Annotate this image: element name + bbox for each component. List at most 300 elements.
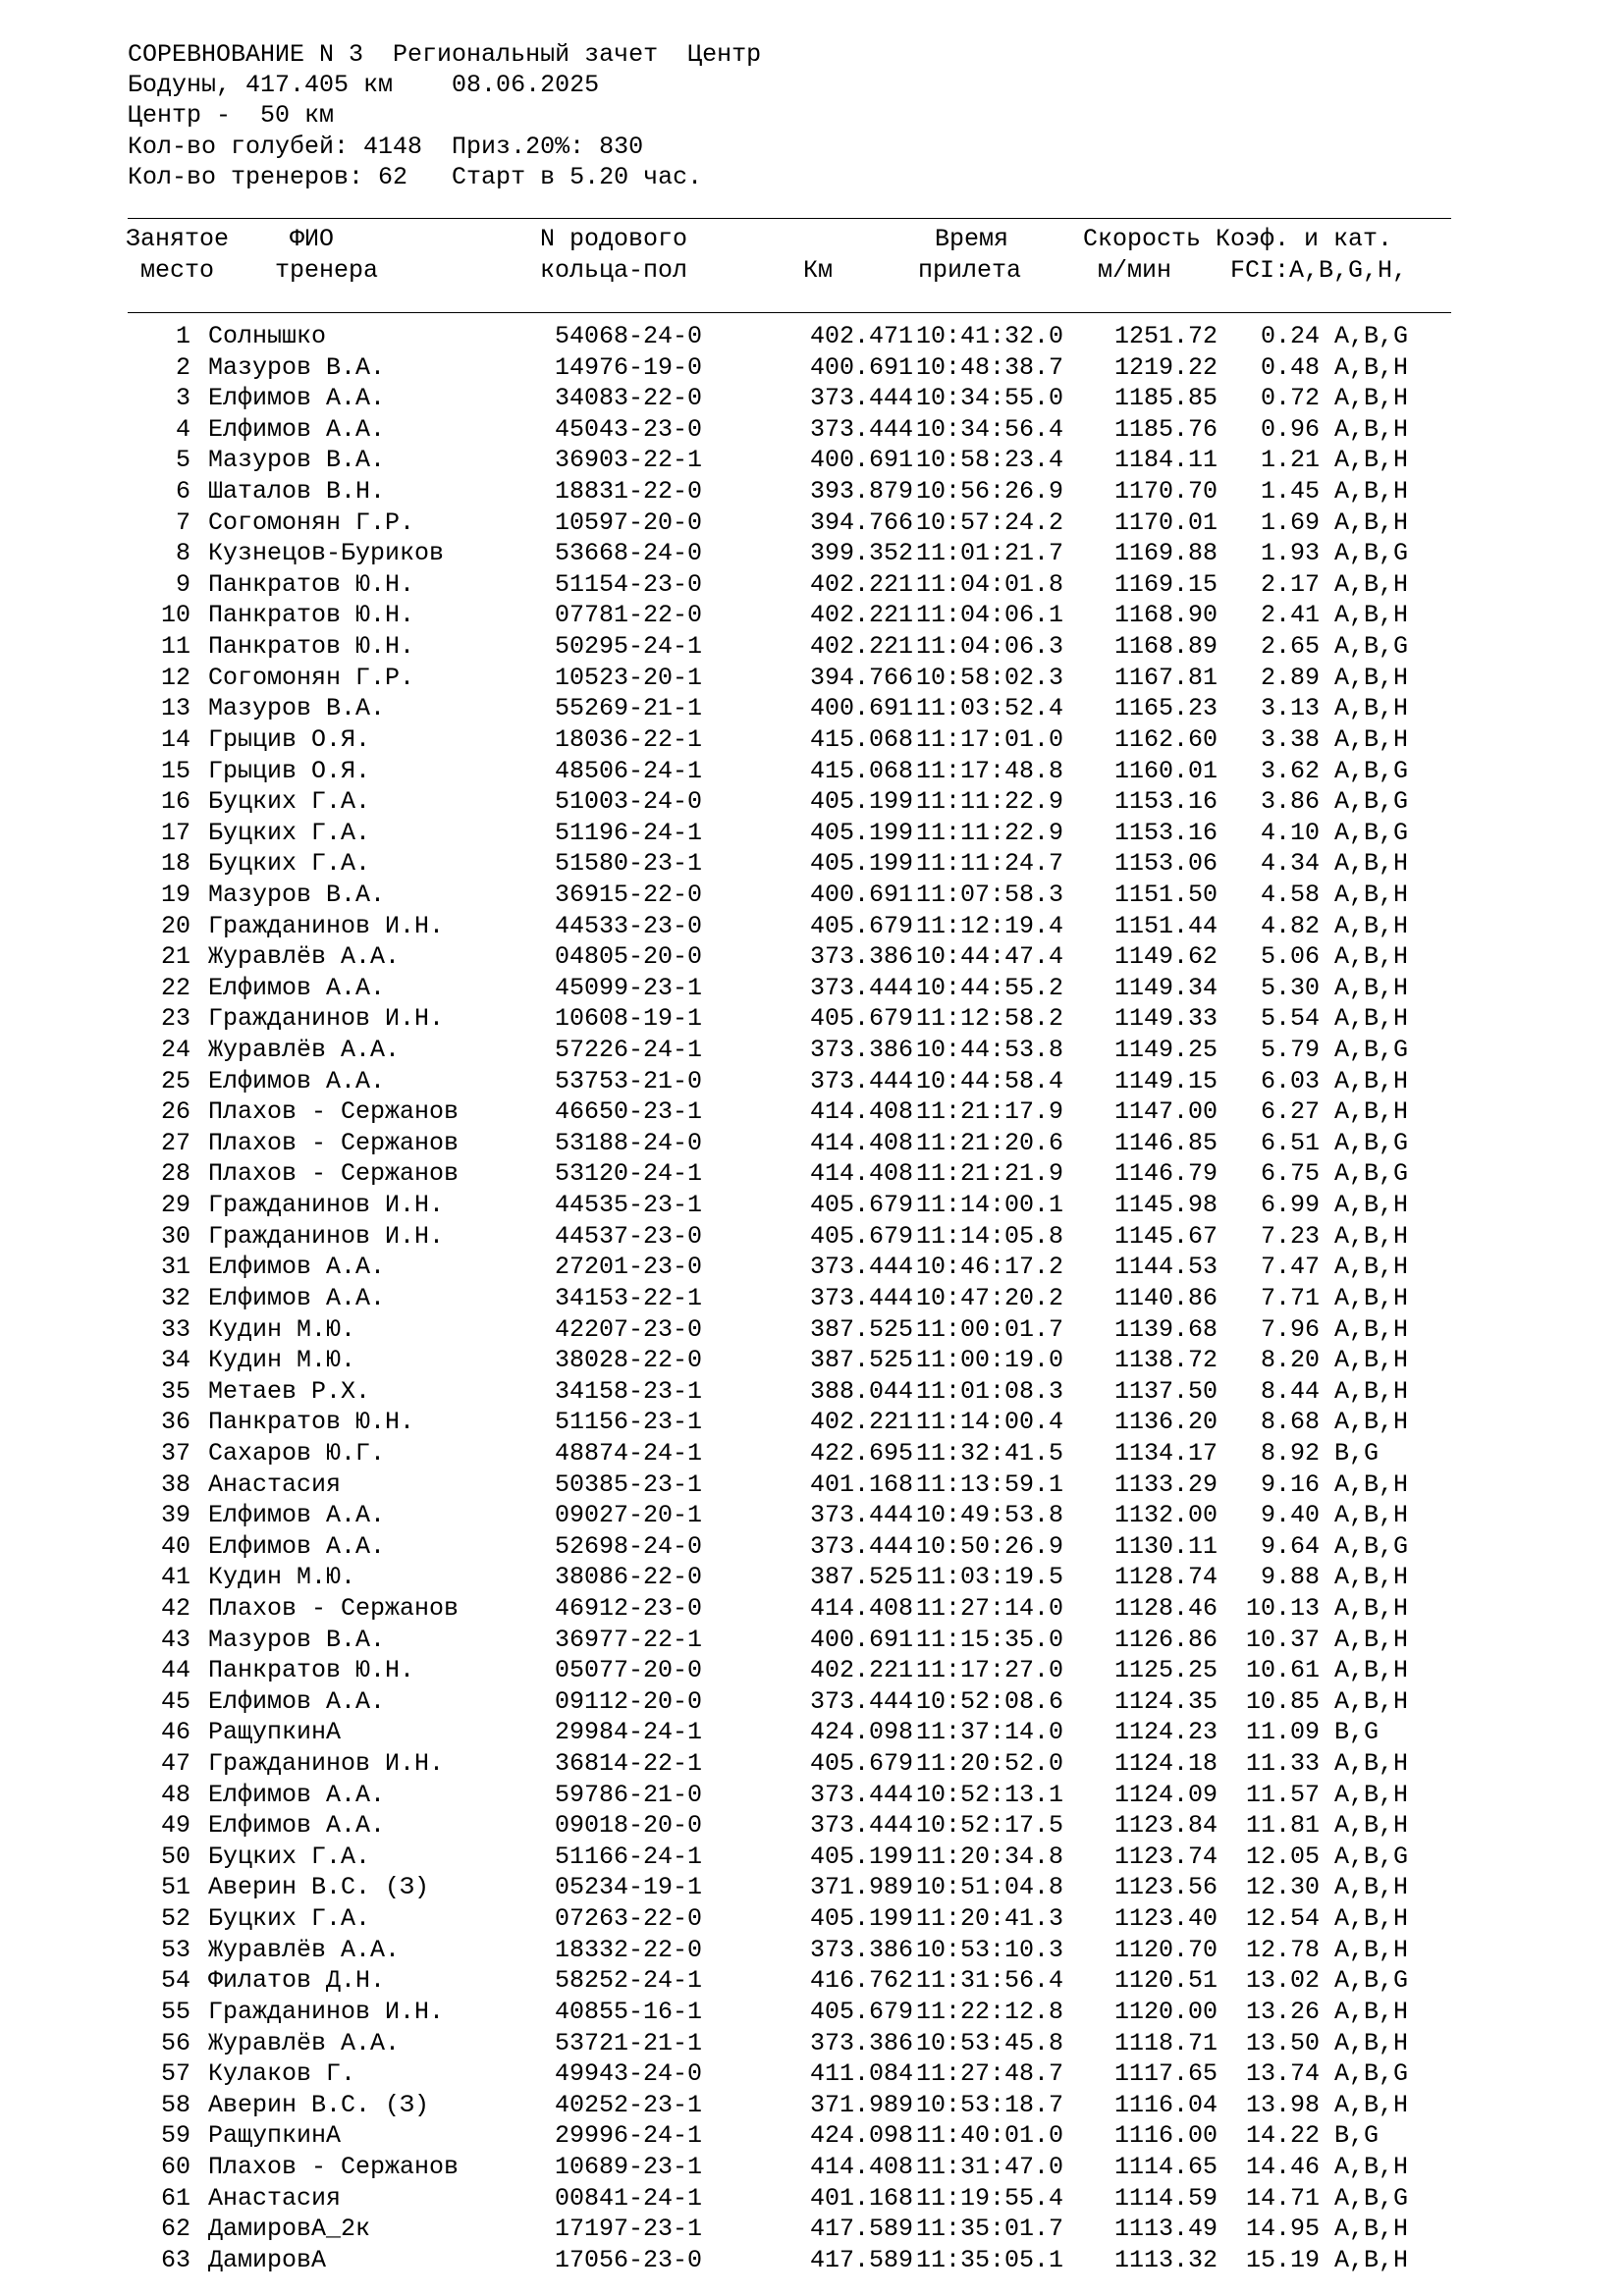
arrival-time: 11:14:00.1 — [916, 1191, 1064, 1220]
speed: 1145.67 — [1114, 1221, 1218, 1251]
coefficient: 4.82 — [1260, 911, 1320, 940]
category: A,B,H — [1334, 1004, 1409, 1034]
trainer-name: Метаев Р.Х. — [208, 1376, 371, 1406]
speed: 1165.23 — [1114, 694, 1218, 723]
category: A,B,H — [1334, 1656, 1409, 1685]
distance-km: 387.525 — [809, 1314, 913, 1344]
distance-km: 373.444 — [809, 1253, 913, 1282]
distance-km: 405.679 — [809, 1191, 913, 1220]
distance-km: 405.199 — [809, 818, 913, 847]
category: A,B,G — [1334, 632, 1409, 662]
speed: 1149.25 — [1114, 1036, 1218, 1065]
category: A,B,H — [1334, 1346, 1409, 1375]
speed: 1149.33 — [1114, 1004, 1218, 1034]
category: A,B,G — [1334, 1842, 1409, 1871]
arrival-time: 11:35:05.1 — [916, 2245, 1064, 2274]
trainer-name: Аверин В.С. (З) — [208, 1873, 430, 1902]
ring-number: 54068-24-0 — [555, 322, 703, 350]
category: A,B,G — [1334, 2183, 1409, 2213]
trainer-name: Кудин М.Ю. — [208, 1563, 356, 1592]
results-table — [128, 321, 1463, 2275]
distance-km: 373.386 — [809, 1935, 913, 1964]
distance-km: 373.444 — [809, 414, 913, 444]
trainer-name: Панкратов Ю.Н. — [208, 569, 415, 599]
speed: 1185.76 — [1114, 414, 1218, 444]
speed: 1123.40 — [1114, 1904, 1218, 1934]
speed: 1160.01 — [1114, 756, 1218, 785]
table-row — [128, 1190, 1463, 1221]
category: A,B,H — [1334, 1097, 1409, 1127]
category: B,G — [1334, 1438, 1380, 1468]
category: A,B,G — [1334, 818, 1409, 847]
trainer-name: Панкратов Ю.Н. — [208, 1408, 415, 1437]
place: 48 — [160, 1780, 190, 1809]
category: A,B,H — [1334, 1593, 1409, 1623]
speed: 1184.11 — [1114, 446, 1218, 475]
arrival-time: 10:53:45.8 — [916, 2028, 1064, 2057]
arrival-time: 10:41:32.0 — [916, 322, 1064, 350]
category: A,B,G — [1334, 1036, 1409, 1065]
place: 9 — [175, 569, 190, 599]
arrival-time: 11:07:58.3 — [916, 880, 1064, 909]
coefficient: 3.62 — [1260, 756, 1320, 785]
place: 42 — [160, 1593, 190, 1623]
category: A,B,G — [1334, 756, 1409, 785]
arrival-time: 11:17:01.0 — [916, 724, 1064, 754]
speed: 1170.70 — [1114, 477, 1218, 507]
ring-number: 44537-23-0 — [555, 1221, 703, 1251]
arrival-time: 10:47:20.2 — [916, 1283, 1064, 1312]
table-row — [128, 818, 1463, 849]
ring-number: 29996-24-1 — [555, 2121, 703, 2151]
table-row — [128, 600, 1463, 631]
arrival-time: 10:52:08.6 — [916, 1686, 1064, 1716]
category: A,B,H — [1334, 942, 1409, 972]
distance-km: 373.444 — [809, 973, 913, 1002]
distance-km: 415.068 — [809, 756, 913, 785]
speed: 1219.22 — [1114, 352, 1218, 382]
place: 2 — [175, 352, 190, 382]
category: A,B,H — [1334, 1935, 1409, 1964]
table-row — [128, 1345, 1463, 1376]
ring-number: 10523-20-1 — [555, 663, 703, 692]
place: 17 — [160, 818, 190, 847]
trainer-name: Аверин В.С. (З) — [208, 2090, 430, 2119]
coefficient: 13.26 — [1245, 1997, 1320, 2026]
table-row — [128, 693, 1463, 724]
table-row — [128, 1780, 1463, 1811]
distance-km: 400.691 — [809, 446, 913, 475]
distance-km: 414.408 — [809, 2152, 913, 2181]
table-row — [128, 1872, 1463, 1903]
speed: 1251.72 — [1114, 322, 1218, 350]
category: A,B,H — [1334, 1408, 1409, 1437]
release-point-date: Бодуны, 417.405 км 08.06.2025 — [128, 71, 600, 99]
place: 12 — [160, 663, 190, 692]
speed: 1133.29 — [1114, 1469, 1218, 1499]
arrival-time: 11:00:19.0 — [916, 1346, 1064, 1375]
speed: 1114.59 — [1114, 2183, 1218, 2213]
place: 23 — [160, 1004, 190, 1034]
arrival-time: 10:44:55.2 — [916, 973, 1064, 1002]
coefficient: 0.48 — [1260, 352, 1320, 382]
arrival-time: 10:52:17.5 — [916, 1811, 1064, 1841]
distance-km: 414.408 — [809, 1097, 913, 1127]
trainer-count-start: Кол-во тренеров: 62 Старт в 5.20 час. — [128, 163, 703, 191]
category: A,B,G — [1334, 787, 1409, 817]
ring-number: 53753-21-0 — [555, 1066, 703, 1095]
ring-number: 59786-21-0 — [555, 1780, 703, 1809]
speed: 1124.23 — [1114, 1718, 1218, 1747]
ring-number: 57226-24-1 — [555, 1036, 703, 1065]
coefficient: 3.86 — [1260, 787, 1320, 817]
table-row — [128, 1562, 1463, 1593]
ring-number: 36814-22-1 — [555, 1749, 703, 1779]
place: 51 — [160, 1873, 190, 1902]
table-row — [128, 1438, 1463, 1469]
category: A,B,H — [1334, 414, 1409, 444]
ring-number: 36903-22-1 — [555, 446, 703, 475]
trainer-name: Буцких Г.А. — [208, 1842, 371, 1871]
place: 29 — [160, 1191, 190, 1220]
distance-km: 402.221 — [809, 569, 913, 599]
category: A,B,H — [1334, 973, 1409, 1002]
coefficient: 14.22 — [1245, 2121, 1320, 2151]
trainer-name: Плахов - Сержанов — [208, 1593, 460, 1623]
trainer-name: Елфимов А.А. — [208, 1531, 386, 1561]
arrival-time: 11:27:48.7 — [916, 2059, 1064, 2089]
place: 59 — [160, 2121, 190, 2151]
trainer-name: Елфимов А.А. — [208, 1283, 386, 1312]
table-row — [128, 724, 1463, 756]
distance-km: 373.444 — [809, 1780, 913, 1809]
distance-km: 401.168 — [809, 2183, 913, 2213]
arrival-time: 11:27:14.0 — [916, 1593, 1064, 1623]
col-coef-line2: FCI:A,B,G,H, — [1230, 256, 1408, 285]
table-row — [128, 1066, 1463, 1097]
ring-number: 09027-20-1 — [555, 1501, 703, 1530]
table-row — [128, 414, 1463, 446]
table-row — [128, 1221, 1463, 1253]
coefficient: 1.69 — [1260, 507, 1320, 537]
speed: 1130.11 — [1114, 1531, 1218, 1561]
arrival-time: 11:14:00.4 — [916, 1408, 1064, 1437]
table-row — [128, 2183, 1463, 2215]
arrival-time: 11:04:06.1 — [916, 601, 1064, 630]
trainer-name: Елфимов А.А. — [208, 414, 386, 444]
speed: 1168.89 — [1114, 632, 1218, 662]
table-row — [128, 1096, 1463, 1128]
coefficient: 1.45 — [1260, 477, 1320, 507]
distance-km: 402.221 — [809, 632, 913, 662]
ring-number: 51154-23-0 — [555, 569, 703, 599]
coefficient: 13.50 — [1245, 2028, 1320, 2057]
place: 60 — [160, 2152, 190, 2181]
ring-number: 38086-22-0 — [555, 1563, 703, 1592]
distance-km: 411.084 — [809, 2059, 913, 2089]
speed: 1185.85 — [1114, 384, 1218, 413]
table-row — [128, 321, 1463, 352]
distance-km: 371.989 — [809, 1873, 913, 1902]
ring-number: 46912-23-0 — [555, 1593, 703, 1623]
arrival-time: 11:00:01.7 — [916, 1314, 1064, 1344]
col-speed-line2: м/мин — [1098, 256, 1172, 285]
category: A,B,H — [1334, 1997, 1409, 2026]
arrival-time: 11:20:41.3 — [916, 1904, 1064, 1934]
col-name-line1: ФИО — [290, 225, 335, 253]
arrival-time: 11:12:58.2 — [916, 1004, 1064, 1034]
trainer-name: Мазуров В.А. — [208, 1625, 386, 1654]
distance-km: 414.408 — [809, 1128, 913, 1157]
category: A,B,H — [1334, 2245, 1409, 2274]
speed: 1146.79 — [1114, 1159, 1218, 1189]
place: 53 — [160, 1935, 190, 1964]
arrival-time: 11:12:19.4 — [916, 911, 1064, 940]
speed: 1113.49 — [1114, 2215, 1218, 2244]
coefficient: 3.13 — [1260, 694, 1320, 723]
distance-km: 371.989 — [809, 2090, 913, 2119]
place: 20 — [160, 911, 190, 940]
ring-number: 18036-22-1 — [555, 724, 703, 754]
distance-km: 402.471 — [809, 322, 913, 350]
speed: 1169.15 — [1114, 569, 1218, 599]
arrival-time: 10:58:23.4 — [916, 446, 1064, 475]
trainer-name: Анастасия — [208, 1469, 342, 1499]
arrival-time: 11:37:14.0 — [916, 1718, 1064, 1747]
coefficient: 0.96 — [1260, 414, 1320, 444]
speed: 1153.06 — [1114, 849, 1218, 879]
coefficient: 7.23 — [1260, 1221, 1320, 1251]
table-row — [128, 1810, 1463, 1842]
distance-km: 405.679 — [809, 1997, 913, 2026]
speed: 1123.74 — [1114, 1842, 1218, 1871]
place: 8 — [175, 539, 190, 568]
arrival-time: 11:11:24.7 — [916, 849, 1064, 879]
coefficient: 1.93 — [1260, 539, 1320, 568]
table-row — [128, 786, 1463, 818]
ring-number: 50385-23-1 — [555, 1469, 703, 1499]
distance-km: 405.679 — [809, 1221, 913, 1251]
trainer-name: Солнышко — [208, 322, 327, 350]
arrival-time: 11:19:55.4 — [916, 2183, 1064, 2213]
speed: 1136.20 — [1114, 1408, 1218, 1437]
speed: 1151.50 — [1114, 880, 1218, 909]
speed: 1144.53 — [1114, 1253, 1218, 1282]
arrival-time: 11:03:52.4 — [916, 694, 1064, 723]
category: A,B,H — [1334, 446, 1409, 475]
table-row — [128, 631, 1463, 663]
coefficient: 12.78 — [1245, 1935, 1320, 1964]
distance-km: 393.879 — [809, 477, 913, 507]
table-row — [128, 1407, 1463, 1438]
place: 37 — [160, 1438, 190, 1468]
ring-number: 14976-19-0 — [555, 352, 703, 382]
coefficient: 11.33 — [1245, 1749, 1320, 1779]
speed: 1153.16 — [1114, 818, 1218, 847]
category: A,B,G — [1334, 539, 1409, 568]
coefficient: 10.13 — [1245, 1593, 1320, 1623]
distance-km: 422.695 — [809, 1438, 913, 1468]
speed: 1128.74 — [1114, 1563, 1218, 1592]
category: A,B,H — [1334, 2028, 1409, 2057]
place: 40 — [160, 1531, 190, 1561]
arrival-time: 11:21:20.6 — [916, 1128, 1064, 1157]
category: A,B,H — [1334, 1191, 1409, 1220]
trainer-name: Гражданинов И.Н. — [208, 1221, 445, 1251]
coefficient: 2.17 — [1260, 569, 1320, 599]
ring-number: 51003-24-0 — [555, 787, 703, 817]
table-row — [128, 1997, 1463, 2028]
trainer-name: Елфимов А.А. — [208, 1066, 386, 1095]
coefficient: 2.65 — [1260, 632, 1320, 662]
arrival-time: 10:34:56.4 — [916, 414, 1064, 444]
category: A,B,H — [1334, 352, 1409, 382]
coefficient: 12.05 — [1245, 1842, 1320, 1871]
ring-number: 36915-22-0 — [555, 880, 703, 909]
place: 50 — [160, 1842, 190, 1871]
place: 47 — [160, 1749, 190, 1779]
table-row — [128, 1903, 1463, 1935]
table-row — [128, 1314, 1463, 1346]
ring-number: 45043-23-0 — [555, 414, 703, 444]
distance-km: 373.386 — [809, 942, 913, 972]
trainer-name: Буцких Г.А. — [208, 849, 371, 879]
distance-km: 405.199 — [809, 787, 913, 817]
trainer-name: Гражданинов И.Н. — [208, 1749, 445, 1779]
speed: 1117.65 — [1114, 2059, 1218, 2089]
table-row — [128, 1376, 1463, 1408]
coefficient: 0.24 — [1260, 322, 1320, 350]
arrival-time: 11:31:56.4 — [916, 1966, 1064, 1996]
table-row — [128, 1469, 1463, 1501]
place: 63 — [160, 2245, 190, 2274]
trainer-name: Панкратов Ю.Н. — [208, 632, 415, 662]
place: 55 — [160, 1997, 190, 2026]
place: 44 — [160, 1656, 190, 1685]
speed: 1124.35 — [1114, 1686, 1218, 1716]
speed: 1123.56 — [1114, 1873, 1218, 1902]
distance-km: 387.525 — [809, 1346, 913, 1375]
coefficient: 2.89 — [1260, 663, 1320, 692]
arrival-time: 10:50:26.9 — [916, 1531, 1064, 1561]
category: A,B,H — [1334, 1314, 1409, 1344]
coefficient: 6.03 — [1260, 1066, 1320, 1095]
place: 39 — [160, 1501, 190, 1530]
arrival-time: 11:32:41.5 — [916, 1438, 1064, 1468]
category: A,B,H — [1334, 1469, 1409, 1499]
distance-km: 373.444 — [809, 1531, 913, 1561]
speed: 1118.71 — [1114, 2028, 1218, 2057]
coefficient: 12.54 — [1245, 1904, 1320, 1934]
speed: 1124.18 — [1114, 1749, 1218, 1779]
place: 41 — [160, 1563, 190, 1592]
trainer-name: Грыцив О.Я. — [208, 756, 371, 785]
category: A,B,H — [1334, 694, 1409, 723]
trainer-name: Гражданинов И.Н. — [208, 1191, 445, 1220]
category: A,B,H — [1334, 1873, 1409, 1902]
speed: 1126.86 — [1114, 1625, 1218, 1654]
table-row — [128, 538, 1463, 569]
coefficient: 10.37 — [1245, 1625, 1320, 1654]
category: A,B,G — [1334, 1159, 1409, 1189]
coefficient: 11.81 — [1245, 1811, 1320, 1841]
distance-km: 417.589 — [809, 2215, 913, 2244]
table-row — [128, 2090, 1463, 2121]
ring-number: 42207-23-0 — [555, 1314, 703, 1344]
coefficient: 13.98 — [1245, 2090, 1320, 2119]
place: 3 — [175, 384, 190, 413]
place: 35 — [160, 1376, 190, 1406]
category: A,B,H — [1334, 1563, 1409, 1592]
table-row — [128, 1686, 1463, 1718]
speed: 1124.09 — [1114, 1780, 1218, 1809]
arrival-time: 10:46:17.2 — [916, 1253, 1064, 1282]
coefficient: 9.88 — [1260, 1563, 1320, 1592]
coefficient: 4.10 — [1260, 818, 1320, 847]
table-row — [128, 1935, 1463, 1966]
speed: 1153.16 — [1114, 787, 1218, 817]
trainer-name: Мазуров В.А. — [208, 694, 386, 723]
table-row — [128, 2245, 1463, 2276]
trainer-name: Плахов - Сержанов — [208, 2152, 460, 2181]
category: A,B,G — [1334, 1128, 1409, 1157]
place: 34 — [160, 1346, 190, 1375]
distance-km: 373.444 — [809, 1066, 913, 1095]
category: A,B,G — [1334, 322, 1409, 350]
place: 61 — [160, 2183, 190, 2213]
table-row — [128, 1003, 1463, 1035]
arrival-time: 11:01:21.7 — [916, 539, 1064, 568]
ring-number: 48506-24-1 — [555, 756, 703, 785]
coefficient: 13.74 — [1245, 2059, 1320, 2089]
coefficient: 8.44 — [1260, 1376, 1320, 1406]
category: A,B,G — [1334, 2059, 1409, 2089]
col-place-line2: место — [140, 256, 215, 285]
trainer-name: Журавлёв А.А. — [208, 2028, 401, 2057]
place: 58 — [160, 2090, 190, 2119]
distance-km: 416.762 — [809, 1966, 913, 1996]
category: B,G — [1334, 2121, 1380, 2151]
ring-number: 40855-16-1 — [555, 1997, 703, 2026]
trainer-name: РащупкинА — [208, 1718, 342, 1747]
speed: 1168.90 — [1114, 601, 1218, 630]
distance-km: 402.221 — [809, 601, 913, 630]
distance-km: 394.766 — [809, 507, 913, 537]
category: A,B,H — [1334, 477, 1409, 507]
coefficient: 5.06 — [1260, 942, 1320, 972]
arrival-time: 11:15:35.0 — [916, 1625, 1064, 1654]
arrival-time: 11:22:12.8 — [916, 1997, 1064, 2026]
trainer-name: Мазуров В.А. — [208, 352, 386, 382]
table-row — [128, 507, 1463, 539]
trainer-name: Журавлёв А.А. — [208, 942, 401, 972]
col-km: Км — [803, 256, 834, 285]
trainer-name: ДамировА — [208, 2245, 327, 2274]
distance-km: 401.168 — [809, 1469, 913, 1499]
coefficient: 4.34 — [1260, 849, 1320, 879]
place: 38 — [160, 1469, 190, 1499]
speed: 1120.51 — [1114, 1966, 1218, 1996]
table-row — [128, 476, 1463, 507]
place: 4 — [175, 414, 190, 444]
place: 46 — [160, 1718, 190, 1747]
distance-km: 373.444 — [809, 1283, 913, 1312]
category: A,B,H — [1334, 507, 1409, 537]
ring-number: 04805-20-0 — [555, 942, 703, 972]
trainer-name: Панкратов Ю.Н. — [208, 601, 415, 630]
place: 6 — [175, 477, 190, 507]
trainer-name: Журавлёв А.А. — [208, 1935, 401, 1964]
